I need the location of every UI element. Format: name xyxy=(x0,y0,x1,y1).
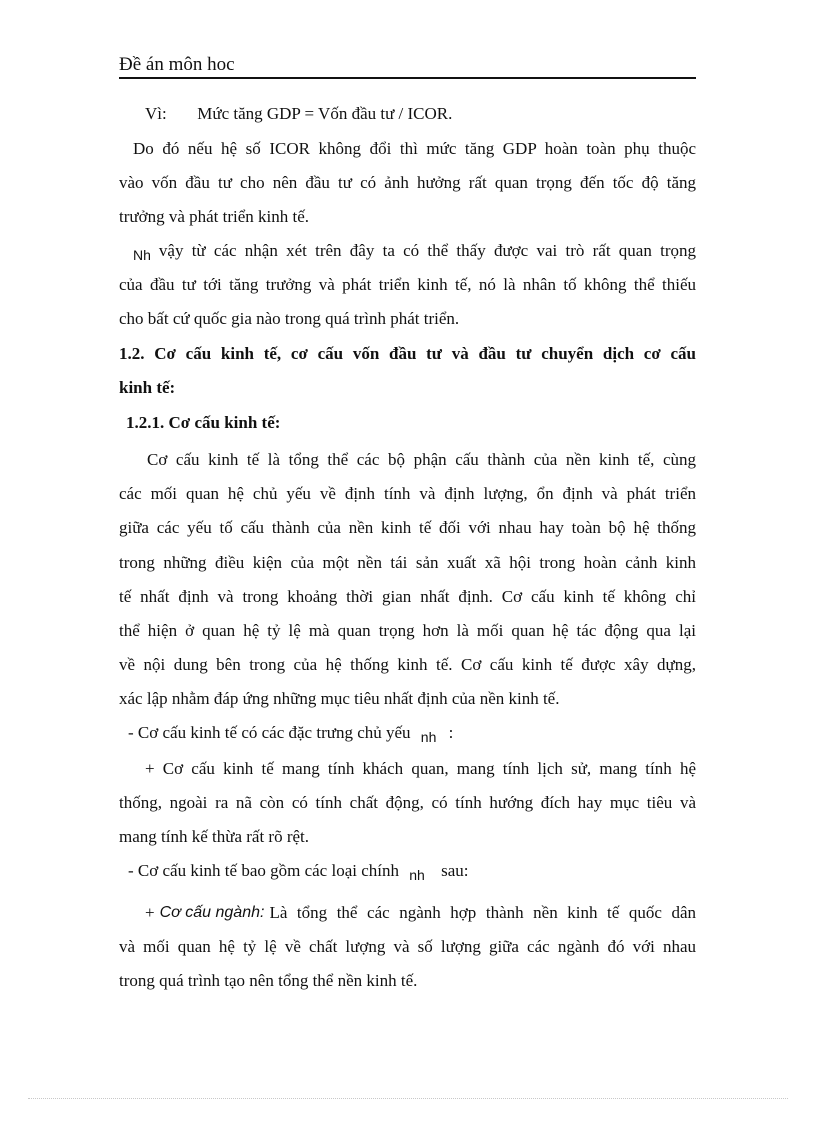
body-line: vào vốn đầu tư cho nên đầu tư có ảnh hưởng rất quan trọng đến tốc độ tăng xyxy=(119,173,696,192)
section-heading-cont: kinh tế: xyxy=(119,378,176,397)
body-line: thể hiện ở quan hệ tỷ lệ mà quan trọng hơn là mối quan hệ tác động qua lại xyxy=(119,621,696,640)
body-line: tế nhất định và trong khoảng thời gian nhất định. Cơ cấu kinh tế không chỉ xyxy=(119,587,696,606)
section-heading: 1.2. Cơ cấu kinh tế, cơ cấu vốn đầu tư và đầu tư chuyển dịch cơ cấu xyxy=(119,344,696,363)
subsection-heading: 1.2.1. Cơ cấu kinh tế: xyxy=(126,413,281,432)
formula-prefix: Vì: xyxy=(145,104,167,123)
body-line: cho bất cứ quốc gia nào trong quá trình phát triển. xyxy=(119,309,460,328)
body-line xyxy=(133,240,696,262)
body-line: xác lập nhằm đáp ứng những mục tiêu nhất định của nền kinh tế. xyxy=(119,689,560,708)
body-text: vậy từ các nhận xét trên đây ta có thể thấy được vai trò rất quan trọng xyxy=(158,241,696,260)
body-line: giữa các yếu tố cấu thành của nền kinh tế đối với nhau hay toàn bộ hệ thống xyxy=(119,518,696,537)
nh-fragment: nh xyxy=(409,867,425,883)
body-line: của đầu tư tới tăng trưởng và phát triển kinh tế, nó là nhân tố không thể thiếu xyxy=(119,275,696,294)
plus-marker: + xyxy=(145,903,155,922)
body-line xyxy=(145,902,696,924)
body-line: Cơ cấu kinh tế là tổng thể các bộ phận cấu thành của nền kinh tế, cùng xyxy=(147,450,696,469)
body-line: trưởng và phát triển kinh tế. xyxy=(119,207,310,226)
bullet-line xyxy=(128,860,468,882)
body-line: các mối quan hệ chủ yếu về định tính và định lượng, ổn định và phát triển xyxy=(119,484,696,503)
body-text: Là tổng thể các ngành hợp thành nền kinh tế quốc dân xyxy=(269,903,696,922)
bullet-end: : xyxy=(448,723,454,742)
header-title: Đề án môn hoc xyxy=(119,54,235,75)
body-line: + Cơ cấu kinh tế mang tính khách quan, mang tính lịch sử, mang tính hệ xyxy=(145,759,696,778)
body-line: trong những điều kiện của một nền tái sản xuất xã hội trong hoàn cảnh kinh xyxy=(119,553,696,572)
bullet-end: sau: xyxy=(441,861,469,880)
footer-divider xyxy=(28,1098,788,1099)
formula-line xyxy=(145,103,452,125)
body-line: Do đó nếu hệ số ICOR không đổi thì mức tăng GDP hoàn toàn phụ thuộc xyxy=(133,139,696,158)
page-header xyxy=(119,53,696,79)
bullet-line xyxy=(128,722,453,744)
body-line: và mối quan hệ tỷ lệ về chất lượng và số lượng giữa các ngành đó với nhau xyxy=(119,937,696,956)
body-line: về nội dung bên trong của hệ thống kinh tế. Cơ cấu kinh tế được xây dựng, xyxy=(119,655,696,674)
formula-text: Mức tăng GDP = Vốn đầu tư / ICOR. xyxy=(197,104,453,123)
body-line: thống, ngoài ra nã còn có tính chất động, có tính hướng đích hay mục tiêu và xyxy=(119,793,696,812)
body-line: trong quá trình tạo nên tổng thể nền kinh tế. xyxy=(119,971,418,990)
nh-fragment: Nh xyxy=(133,247,151,263)
bullet-text: - Cơ cấu kinh tế bao gồm các loại chính xyxy=(128,861,399,880)
bullet-text: - Cơ cấu kinh tế có các đặc trưng chủ yếu xyxy=(128,723,411,742)
body-line: mang tính kế thừa rất rõ rệt. xyxy=(119,827,310,846)
italic-term: Cơ cấu ngành: xyxy=(159,904,265,921)
nh-fragment: nh xyxy=(420,729,437,745)
